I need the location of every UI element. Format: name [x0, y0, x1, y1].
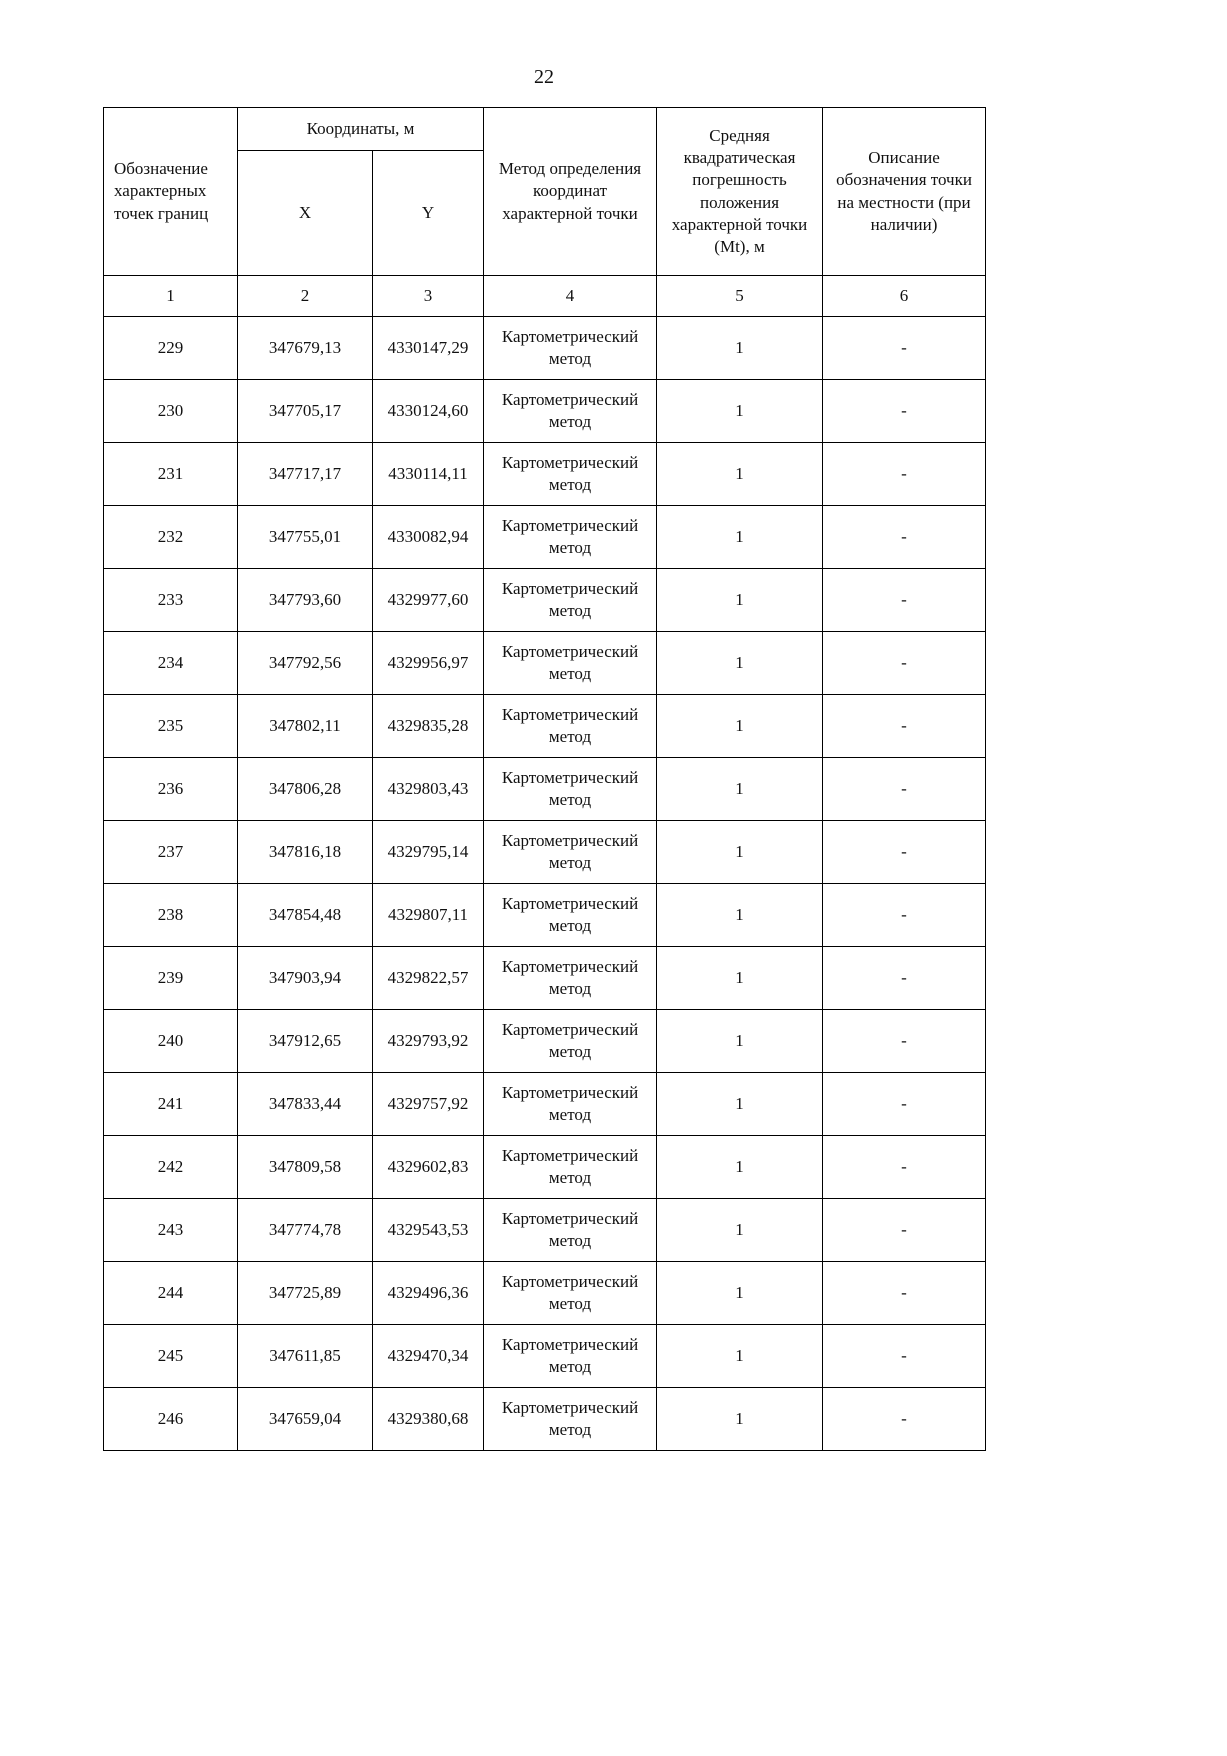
method-value: Картометрический метод: [484, 1262, 657, 1325]
x-value: 347774,78: [238, 1199, 373, 1262]
table-row: [104, 1073, 986, 1136]
description-value: -: [823, 821, 986, 884]
method-value: Картометрический метод: [484, 1073, 657, 1136]
y-value: 4330124,60: [373, 380, 484, 443]
point-id: 242: [104, 1136, 238, 1199]
error-value: 1: [657, 1325, 823, 1388]
method-value: Картометрический метод: [484, 1136, 657, 1199]
y-value: 4329543,53: [373, 1199, 484, 1262]
table-row: [104, 1199, 986, 1262]
point-id: 233: [104, 569, 238, 632]
x-value: 347717,17: [238, 443, 373, 506]
description-value: -: [823, 443, 986, 506]
y-value: 4330082,94: [373, 506, 484, 569]
column-number-3: 3: [373, 276, 484, 317]
method-value: Картометрический метод: [484, 317, 657, 380]
error-value: 1: [657, 632, 823, 695]
y-value: 4329602,83: [373, 1136, 484, 1199]
table-row: [104, 1136, 986, 1199]
error-value: 1: [657, 317, 823, 380]
point-id: 229: [104, 317, 238, 380]
table-row: [104, 884, 986, 947]
y-value: 4329956,97: [373, 632, 484, 695]
error-value: 1: [657, 1199, 823, 1262]
table-head: [104, 108, 986, 317]
description-value: -: [823, 1136, 986, 1199]
table-row: [104, 506, 986, 569]
y-value: 4329803,43: [373, 758, 484, 821]
column-number-4: 4: [484, 276, 657, 317]
table-row: [104, 443, 986, 506]
error-value: 1: [657, 695, 823, 758]
error-value: 1: [657, 380, 823, 443]
y-value: 4329977,60: [373, 569, 484, 632]
point-id: 243: [104, 1199, 238, 1262]
page-header: [103, 0, 985, 89]
x-value: 347809,58: [238, 1136, 373, 1199]
table-row: [104, 632, 986, 695]
description-value: -: [823, 317, 986, 380]
point-id: 236: [104, 758, 238, 821]
point-id: 235: [104, 695, 238, 758]
y-value: 4329470,34: [373, 1325, 484, 1388]
header-method: Метод определения координат характерной точки: [484, 108, 657, 276]
method-value: Картометрический метод: [484, 506, 657, 569]
x-value: 347802,11: [238, 695, 373, 758]
column-number-1: 1: [104, 276, 238, 317]
point-id: 234: [104, 632, 238, 695]
description-value: -: [823, 1010, 986, 1073]
x-value: 347611,85: [238, 1325, 373, 1388]
description-value: -: [823, 506, 986, 569]
error-value: 1: [657, 1073, 823, 1136]
table-row: [104, 947, 986, 1010]
table-row: [104, 1262, 986, 1325]
y-value: 4329757,92: [373, 1073, 484, 1136]
y-value: 4329793,92: [373, 1010, 484, 1073]
header-y: Y: [373, 151, 484, 276]
error-value: 1: [657, 1136, 823, 1199]
table-row: [104, 317, 986, 380]
description-value: -: [823, 884, 986, 947]
x-value: 347903,94: [238, 947, 373, 1010]
error-value: 1: [657, 1262, 823, 1325]
method-value: Картометрический метод: [484, 632, 657, 695]
method-value: Картометрический метод: [484, 1010, 657, 1073]
column-number-2: 2: [238, 276, 373, 317]
description-value: -: [823, 632, 986, 695]
error-value: 1: [657, 569, 823, 632]
column-number-5: 5: [657, 276, 823, 317]
column-number-6: 6: [823, 276, 986, 317]
x-value: 347912,65: [238, 1010, 373, 1073]
x-value: 347659,04: [238, 1388, 373, 1451]
error-value: 1: [657, 821, 823, 884]
method-value: Картометрический метод: [484, 1325, 657, 1388]
point-id: 238: [104, 884, 238, 947]
table-row: [104, 569, 986, 632]
table-row: [104, 1010, 986, 1073]
x-value: 347755,01: [238, 506, 373, 569]
table-row: [104, 380, 986, 443]
point-id: 245: [104, 1325, 238, 1388]
description-value: -: [823, 1388, 986, 1451]
description-value: -: [823, 1199, 986, 1262]
table-row: [104, 821, 986, 884]
method-value: Картометрический метод: [484, 821, 657, 884]
header-coordinates-group: Координаты, м: [238, 108, 484, 151]
header-error: Средняя квадратическая погрешность положения характерной точки (Мt), м: [657, 108, 823, 276]
description-value: -: [823, 947, 986, 1010]
error-value: 1: [657, 947, 823, 1010]
x-value: 347679,13: [238, 317, 373, 380]
x-value: 347792,56: [238, 632, 373, 695]
point-id: 240: [104, 1010, 238, 1073]
table-row: [104, 1325, 986, 1388]
error-value: 1: [657, 884, 823, 947]
y-value: 4329795,14: [373, 821, 484, 884]
method-value: Картометрический метод: [484, 1199, 657, 1262]
error-value: 1: [657, 1388, 823, 1451]
method-value: Картометрический метод: [484, 758, 657, 821]
header-description: Описание обозначения точки на местности (при наличии): [823, 108, 986, 276]
point-id: 230: [104, 380, 238, 443]
description-value: -: [823, 1262, 986, 1325]
header-x: X: [238, 151, 373, 276]
point-id: 239: [104, 947, 238, 1010]
point-id: 231: [104, 443, 238, 506]
error-value: 1: [657, 758, 823, 821]
point-id: 244: [104, 1262, 238, 1325]
y-value: 4329822,57: [373, 947, 484, 1010]
method-value: Картометрический метод: [484, 380, 657, 443]
method-value: Картометрический метод: [484, 1388, 657, 1451]
y-value: 4329380,68: [373, 1388, 484, 1451]
x-value: 347833,44: [238, 1073, 373, 1136]
error-value: 1: [657, 506, 823, 569]
point-id: 237: [104, 821, 238, 884]
description-value: -: [823, 569, 986, 632]
method-value: Картометрический метод: [484, 569, 657, 632]
coordinates-table: [103, 107, 986, 1451]
method-value: Картометрический метод: [484, 695, 657, 758]
description-value: -: [823, 758, 986, 821]
x-value: 347725,89: [238, 1262, 373, 1325]
point-id: 232: [104, 506, 238, 569]
y-value: 4329496,36: [373, 1262, 484, 1325]
method-value: Картометрический метод: [484, 884, 657, 947]
point-id: 241: [104, 1073, 238, 1136]
description-value: -: [823, 1325, 986, 1388]
y-value: 4330147,29: [373, 317, 484, 380]
table-row: [104, 695, 986, 758]
x-value: 347806,28: [238, 758, 373, 821]
method-value: Картометрический метод: [484, 947, 657, 1010]
description-value: -: [823, 1073, 986, 1136]
x-value: 347854,48: [238, 884, 373, 947]
table-body: [104, 317, 986, 1451]
method-value: Картометрический метод: [484, 443, 657, 506]
x-value: 347816,18: [238, 821, 373, 884]
point-id: 246: [104, 1388, 238, 1451]
error-value: 1: [657, 1010, 823, 1073]
description-value: -: [823, 380, 986, 443]
error-value: 1: [657, 443, 823, 506]
y-value: 4329807,11: [373, 884, 484, 947]
table-row: [104, 758, 986, 821]
x-value: 347793,60: [238, 569, 373, 632]
page-number: 22: [534, 66, 554, 88]
y-value: 4330114,11: [373, 443, 484, 506]
x-value: 347705,17: [238, 380, 373, 443]
description-value: -: [823, 695, 986, 758]
y-value: 4329835,28: [373, 695, 484, 758]
header-point-designation: Обозначение характерных точек границ: [104, 108, 238, 276]
table-row: [104, 1388, 986, 1451]
